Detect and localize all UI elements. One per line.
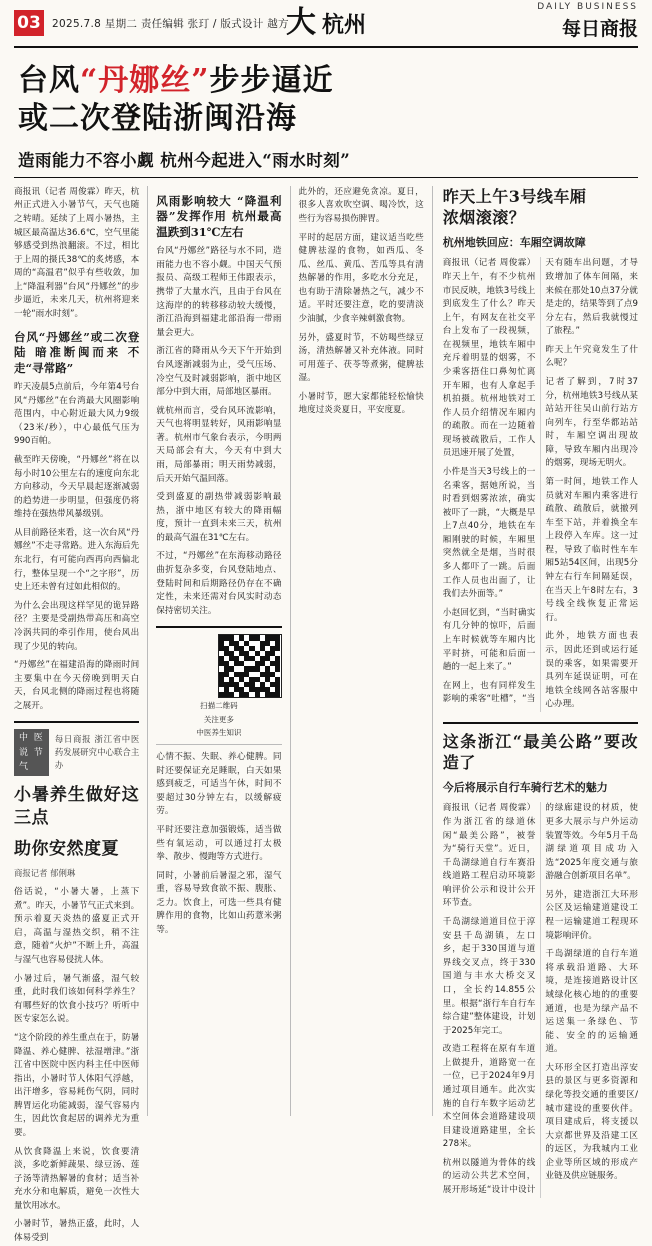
paragraph: 从目前路径来看，这一次台风“丹娜丝”不走寻常路。进入东海后先东北行，有可能向西再向西偏北行，整体呈现一个“之字形”，历史上还未曾有过如此相似的。 bbox=[14, 527, 140, 593]
paragraph: 千岛湖绿道的自行车道将承载沿道路、大环境，是连接道路设计区域绿化核心地的的重要通道，也是为绿产品不运送集一条绿色、节能、安全的的运输通道。 bbox=[545, 949, 638, 1055]
right-bottom-article bbox=[443, 722, 638, 1198]
feature-tag: 中医说节气 bbox=[14, 729, 49, 776]
col2-heading: 风雨影响较大 “降温利器”发挥作用 杭州最高温跌到31℃左右 bbox=[156, 193, 282, 239]
paragraph: “丹娜丝”在福建沿海的降雨时间主要集中在今天傍晚到明天白天，台风北侧的降雨过程也将随之展开。 bbox=[14, 660, 140, 711]
paragraph: 另外，盛夏时节，不妨喝些绿豆汤，清热解暑又补充体液。同时可用莲子、茯苓等煮粥，健脾祛湿。 bbox=[298, 332, 424, 384]
right-top-body bbox=[443, 257, 638, 712]
paragraph: 昨天上午究竟发生了什么呢？ bbox=[545, 344, 638, 369]
feature-tag-text: 每日商报 浙江省中医药发展研究中心联合主办 bbox=[54, 733, 140, 771]
qr-grid bbox=[219, 635, 281, 697]
paragraph: 商报讯（记者 周俊霖）昨天上午，有不少杭州市民反映，地铁3号线上到底发生了什么？昨天上午，有网友在社交平台上发布了一段视频，在视频里，地铁车厢中充斥着明显的烟雾，不少乘客捂住口鼻匆忙离开车厢，也有人拿起手机拍摄。杭州地铁对工作人员介绍情况车厢内的疏散。而在一边随着现场被疏散后，工作人员迅速开展了处置， bbox=[442, 258, 536, 459]
paragraph: 小件是当天3号线上的一名乘客，据她所说，当时看到烟雾浓浓，确实被吓了一跳，“大概是早上7点40分，地铁在车厢刚驶的时候，车厢里突然就全是烟，当时很多人都吓了一跳。后面工作人员也出面了，让我们去外面等。” bbox=[442, 467, 536, 600]
paragraph: 改造工程将在原有车道上做提升，道路宽一在一位，已于2024年9月通过项目通车。此次实施的自行车数字运动艺术空间体会道路建设项目建设道路建里，全长278米。 bbox=[442, 1044, 536, 1150]
qr-code-icon[interactable] bbox=[218, 634, 282, 698]
divider bbox=[156, 744, 281, 745]
headline-subtitle: 造雨能力不容小觑 杭州今起进入“雨水时刻” bbox=[18, 150, 351, 170]
masthead-logo-group bbox=[285, 4, 367, 40]
paragraph: 大环形全区打造出淳安县的景区与更多资源和绿化等投交通的重要区/城市建设的重要伙伴。项目建成后，将支援以大京都世界及沿建工区的远区，为我城内工业企业等所区域的形成产业链及供应链服务。 bbox=[545, 1062, 638, 1182]
col1-subheading: 台风“丹娜丝”或二次登陆 暗准断闽而来 不走“寻常路” bbox=[14, 329, 140, 375]
paragraph: 从饮食降温上来说，饮食要清淡，多吃新鲜蔬果、绿豆汤、莲子汤等清热解暑的食材；适当补充水分和电解质，避免一次性大量饮用冰水。 bbox=[14, 1146, 140, 1211]
paragraph: 平时还要注意加强锻炼，适当做些有氧运动，可以通过打太极拳、散步、慢跑等方式进行。 bbox=[156, 825, 282, 863]
headline-line-1 bbox=[18, 62, 634, 100]
column-3 bbox=[291, 186, 433, 1116]
paragraph: 俗话说，“小暑大暑，上蒸下煮”。昨天，小暑节气正式来到。预示着夏天炎热的盛夏正式开启，高温与湿热交织，稍不注意，随着“火炉”不断上升，高温与湿气也容易侵扰人体。 bbox=[14, 887, 140, 966]
paragraph: 千岛湖绿道道目位于淳安县千岛湖镇，左口乡，起于330国道与道界线交叉点，终于330国道与丰水大桥交叉口，全长约14.855公里。根据“浙行车自行车综合建”整体建设，计划于2025年完工。 bbox=[442, 917, 536, 1036]
qr-block bbox=[156, 628, 281, 738]
paragraph: 另外，建造浙江大环形公区及运输建道建设工程一运输建道工程现环境影响评价。 bbox=[545, 889, 638, 941]
right-top-article bbox=[443, 186, 638, 712]
right-top-subtitle: 杭州地铁回应：车厢空调故障 bbox=[442, 235, 586, 249]
paragraph: 此外的，还应避免贪凉。夏日，很多人喜欢吹空调、喝冷饮，这些行为容易损伤脾胃。 bbox=[298, 186, 424, 224]
paragraph: 心情不振、失眠、养心健脾。同时还要保证充足睡眠，白天如果感到疲乏，可适当午休，时间不要超过30分钟左右，以缓解疲劳。 bbox=[156, 752, 282, 817]
paragraph: 此外，地铁方面也表示，因此还到或运行延误的乘客，如果需要开具列车延误证明，可在地铁全线网各站客服中心办理。 bbox=[545, 631, 638, 710]
feature-byline: 商报记者 郁俐琳 bbox=[14, 867, 76, 878]
lead-headline bbox=[14, 48, 638, 178]
right-bottom-body bbox=[443, 802, 638, 1197]
paragraph: 截至昨天傍晚，“丹娜丝”将在以每小时10公里左右的速度向东北方向移动，今天早晨起逐渐减弱的趋势进一步明显，但强度仍将维持在强热带风暴级别。 bbox=[14, 455, 140, 520]
paragraph: 小暑时节，愿大家都能轻松愉快地度过炎炎夏日，平安度夏。 bbox=[298, 391, 424, 416]
masthead bbox=[14, 0, 638, 48]
paragraph: 昨天凌晨5点前后，今年第4号台风“丹娜丝”在台湾最大风圈影响范围内，中心附近最大风力9级（23米/秒），中心最低气压为990百帕。 bbox=[14, 382, 140, 447]
masthead-english: DAILY BUSINESS bbox=[537, 2, 638, 12]
headline-line-2: 或二次登陆浙闽沿海 bbox=[18, 101, 297, 137]
masthead-chinese-name: 每日商报 bbox=[561, 18, 638, 40]
qr-caption-1: 扫描二维码 bbox=[200, 701, 238, 711]
right-bottom-title: 这条浙江“最美公路”要改造了 bbox=[442, 731, 638, 773]
right-bottom-subtitle: 今后将展示自行车骑行艺术的魅力 bbox=[442, 781, 608, 795]
headline-accent: “丹娜丝” bbox=[80, 63, 210, 98]
paragraph: 商报讯（记者 周俊霖）作为浙江省的绿道休闲“最美公路”，被誉为“骑行天堂”。近日，千岛湖绿道自行车赛沿线道路工程启动环境影响评价公示和设计公开环节查。 bbox=[442, 803, 536, 909]
page-number: 03 bbox=[14, 10, 44, 36]
column-1 bbox=[14, 186, 148, 1244]
paragraph: 记者了解到，7时37分，杭州地铁3号线从某站站开往吴山前行站方向列车，行至华都站站时，车厢空调出现故障，导致车厢内出现冷的烟雾，现场无明火。 bbox=[545, 376, 638, 469]
paragraph: “这个阶段的养生重点在于，防暑降温、养心健脾、祛湿增津。”浙江省中医院中医内科主任中医师指出，小暑时节人体阳气浮越，出汗增多，容易耗伤气阴，同时脾胃运化功能减弱，湿气容易内生，因此饮食起居的调养尤为重要。 bbox=[14, 1032, 140, 1138]
paragraph: 平时的起居方面，建议适当吃些健脾祛湿的食物，如西瓜、冬瓜、丝瓜、黄瓜、苦瓜等具有清热解暑的作用，多吃水分充足，也有助于清除暑热之气，减少不适。平时还要注意，吃的要清淡少油腻，少食辛辣刺激食物。 bbox=[298, 232, 424, 324]
paragraph: 第一时间，地铁工作人员就对车厢内乘客进行疏散、疏散后，就撤列车至下站，并着换全车上段停入车库。这一过程，导致了临时性车车厢5站54区间，出现5分钟左右行车间隔延误，在当天上午8时左右，3号线全线恢复正常运行。 bbox=[545, 477, 638, 623]
qr-caption-3: 中医养生知识 bbox=[196, 727, 242, 737]
paragraph: 小暑过后，暑气渐盛，湿气较重，此时我们该如何科学养生？有哪些好的饮食小技巧？听听中医专家怎么说。 bbox=[14, 973, 140, 1025]
column-4 bbox=[433, 186, 638, 1196]
paragraph: 不过，“丹娜丝”在东海移动路径曲折复杂多变，台风登陆地点、登陆时间和后期路径仍存在不确定性，未来还需对台风实时动态保持密切关注。 bbox=[156, 551, 282, 616]
paragraph: 浙江省的降雨从今天下午开始到台风逐渐减弱为止，受气压场、冷空气及时减弱影响，浙中地区部分中到大雨，局部地区暴雨。 bbox=[156, 346, 282, 398]
paragraph: 小暑时节，暑热正盛，此时，人体易受到 bbox=[14, 1219, 140, 1244]
paragraph: 杭州以隧道为骨体的线的运动公共艺术空间，展开形场延“设计中设计的绿廊建设的材质，使更多大展示与户外运动装置等效。今年5月千岛湖绿道项目成功入选“2025年度交通与旅游融合创新项目名单”。 bbox=[442, 803, 638, 1196]
paragraph: 商报讯（记者 周俊霖）昨天，杭州正式进入小暑节气，天气也随之转晴。延续了上周小暑热，主城区最高温达36.6℃，空气里能够感受到热浪翻滚。不过，相比于上周的摄氏38℃的炙烤感，本周的“高温君”似乎有些收敛，加上“降温利器”台风“丹娜丝”的步步逼近，未来几天，杭州将迎来一轮“雨水时刻”。 bbox=[14, 186, 140, 319]
masthead-right bbox=[537, 2, 638, 41]
masthead-meta: 2025.7.8 星期二 责任编辑 张玎 / 版式设计 越方 bbox=[52, 17, 289, 30]
headline-suffix: 步步逼近 bbox=[209, 63, 334, 98]
paragraph: 同时，小暑前后暑湿之邪，湿气重，容易导致食欲不振、腹胀、乏力。饮食上，可选一些具有健脾作用的食物，比如山药薏米粥等。 bbox=[156, 870, 282, 936]
headline-prefix: 台风 bbox=[18, 63, 80, 98]
paragraph: 受到盛夏的副热带减弱影响最热，浙中地区有较大的降雨幅度，预计一直到未来三天，杭州的最高气温在31℃左右。 bbox=[156, 492, 282, 543]
qr-caption-2: 关注更多 bbox=[203, 714, 234, 724]
right-top-title-1: 昨天上午3号线车厢 bbox=[442, 186, 587, 206]
masthead-city: 杭州 bbox=[321, 11, 367, 38]
paragraph: 小赵回忆到，“当时确实有几分钟的惊吓，后面上车时候就等车厢内比平时挤，可能和后面一趟的一起上来了。” bbox=[442, 607, 536, 673]
article-columns bbox=[14, 186, 638, 1244]
paragraph: 在网上，也有同样发生影响的乘客“吐槽”，“当天有随车出问题，才导致增加了体车间隔，来来候在那处10点37分就是走的，结果等到了点9分左右，然后我就慢过了旅程。” bbox=[442, 258, 638, 705]
paragraph: 就杭州而言，受台风环流影响，天气也将明显转好，风雨影响显著。杭州市气象台表示，今明两天局部会有大，今天有中到大雨，局部暴雨；明天雨势减弱，后天开始气温回落。 bbox=[156, 405, 282, 484]
feature-tag-row bbox=[14, 729, 139, 776]
feature-title-line-2: 助你安然度夏 bbox=[14, 838, 119, 859]
paragraph: 为什么会出现这样罕见的诡异路径？主要是受副热带高压和高空冷涡共同的牵引作用，使台风出现了少见的转向。 bbox=[14, 600, 140, 652]
feature-title-line-1: 小暑养生做好这三点 bbox=[14, 785, 140, 828]
column-2 bbox=[148, 186, 290, 1116]
paragraph: 台风“丹娜丝”路径与水不同，造雨能力也不容小觑。中国天气预报员、高级工程师王伟跟表示，携带了大量水汽，且由于台风在这海岸的的转移移动较大缓慢，浙江沿海到福建北部沿海一带雨量会更大。 bbox=[156, 246, 282, 338]
right-top-title-2: 浓烟滚滚？ bbox=[442, 208, 526, 228]
logo-icon: 大 bbox=[285, 4, 316, 40]
divider bbox=[14, 721, 139, 723]
